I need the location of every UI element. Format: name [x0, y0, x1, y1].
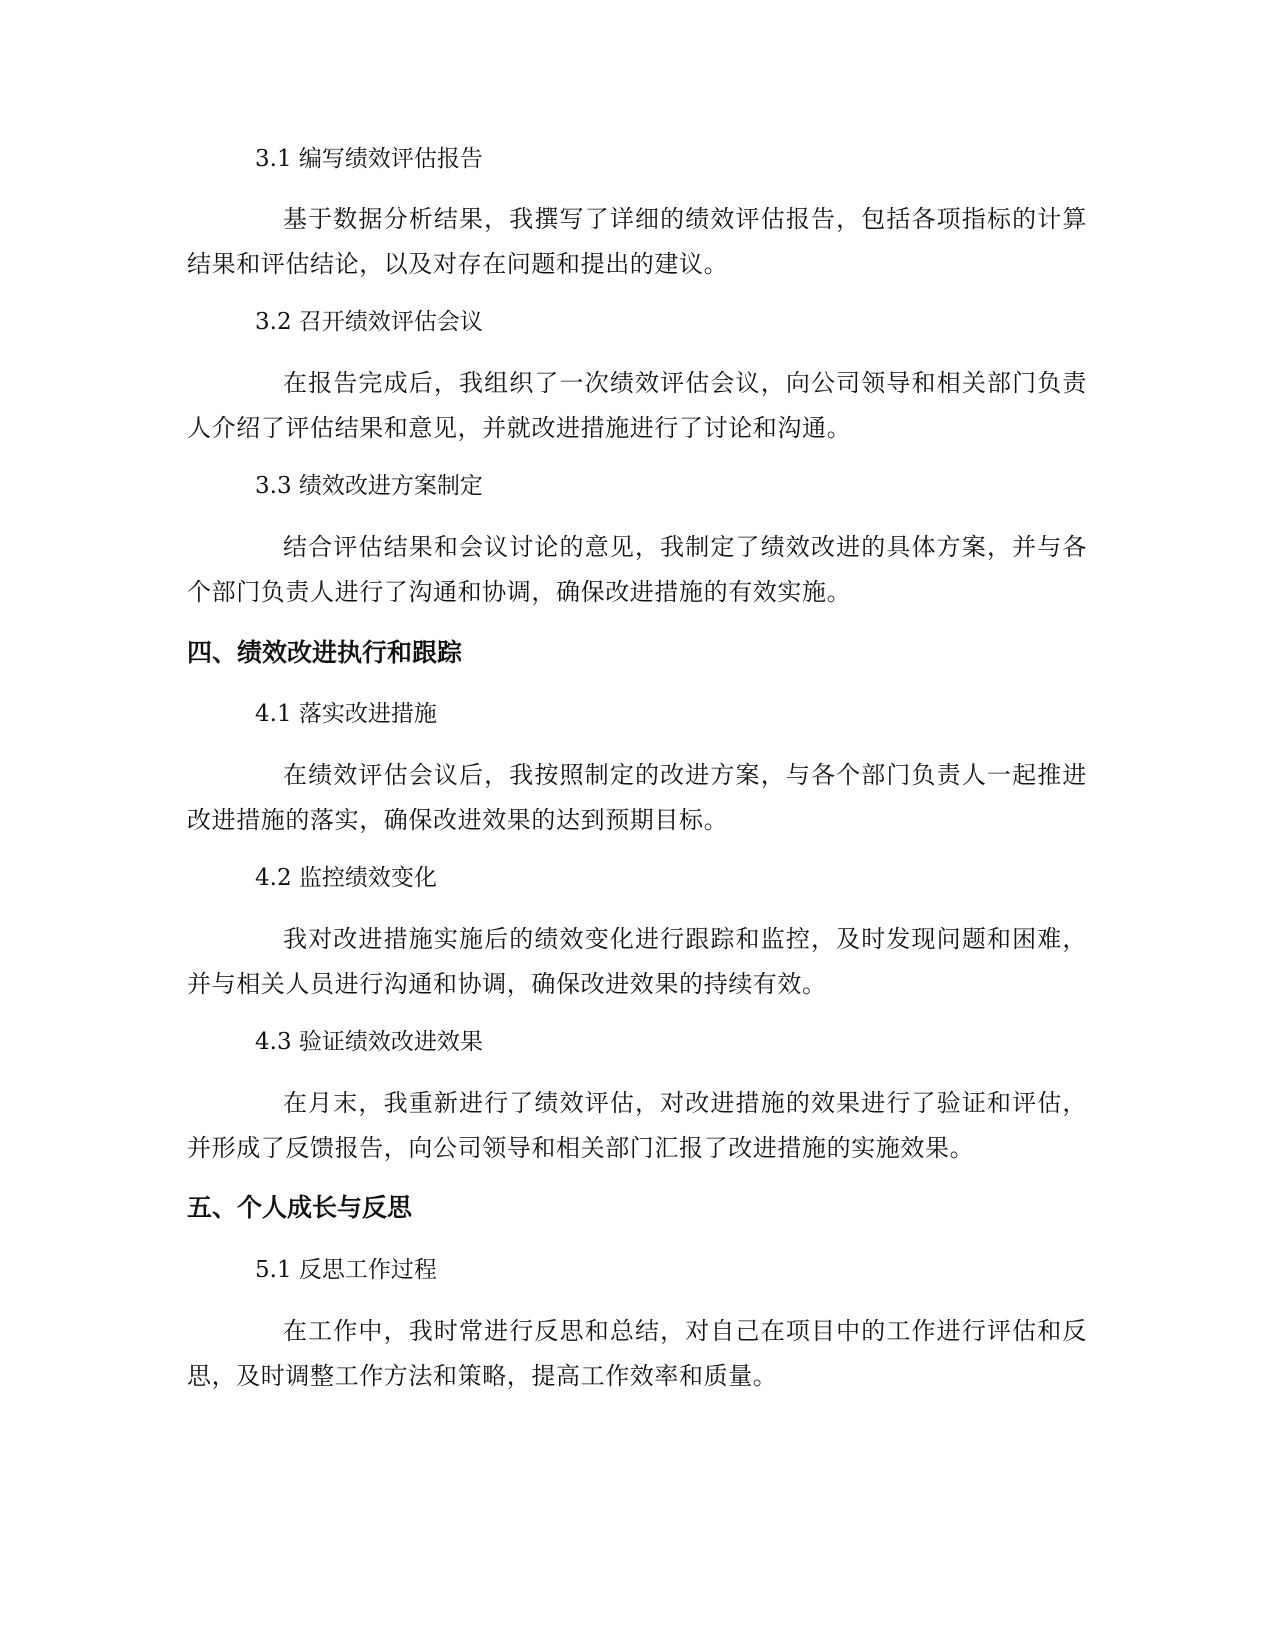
paragraph-4-3: 在月末，我重新进行了绩效评估，对改进措施的效果进行了验证和评估，并形成了反馈报告，向公司领导和相关部门汇报了改进措施的实施效果。	[187, 1089, 1087, 1162]
subsection-title-4-1: 4.1 落实改进措施	[255, 701, 437, 727]
subsection-title-3-2: 3.2 召开绩效评估会议	[255, 309, 483, 335]
paragraph-3-1: 基于数据分析结果，我撰写了详细的绩效评估报告，包括各项指标的计算结果和评估结论，以及对存在问题和提出的建议。	[187, 205, 1087, 278]
paragraph-5-1: 在工作中，我时常进行反思和总结，对自己在项目中的工作进行评估和反思，及时调整工作方法和策略，提高工作效率和质量。	[187, 1317, 1087, 1390]
subsection-title-3-1: 3.1 编写绩效评估报告	[255, 146, 483, 172]
subsection-title-4-2: 4.2 监控绩效变化	[255, 865, 437, 891]
paragraph-3-2: 在报告完成后，我组织了一次绩效评估会议，向公司领导和相关部门负责人介绍了评估结果和意见，并就改进措施进行了讨论和沟通。	[187, 369, 1087, 442]
subsection-title-4-3: 4.3 验证绩效改进效果	[255, 1029, 483, 1055]
paragraph-4-2: 我对改进措施实施后的绩效变化进行跟踪和监控，及时发现问题和困难，并与相关人员进行沟通和协调，确保改进效果的持续有效。	[187, 925, 1087, 998]
section-heading-5: 五、个人成长与反思	[187, 1193, 413, 1222]
section-heading-4: 四、绩效改进执行和跟踪	[187, 638, 463, 667]
subsection-title-3-3: 3.3 绩效改进方案制定	[255, 473, 483, 499]
paragraph-3-3: 结合评估结果和会议讨论的意见，我制定了绩效改进的具体方案，并与各个部门负责人进行了沟通和协调，确保改进措施的有效实施。	[187, 533, 1087, 606]
paragraph-4-1: 在绩效评估会议后，我按照制定的改进方案，与各个部门负责人一起推进改进措施的落实，确保改进效果的达到预期目标。	[187, 761, 1087, 834]
subsection-title-5-1: 5.1 反思工作过程	[255, 1257, 437, 1283]
